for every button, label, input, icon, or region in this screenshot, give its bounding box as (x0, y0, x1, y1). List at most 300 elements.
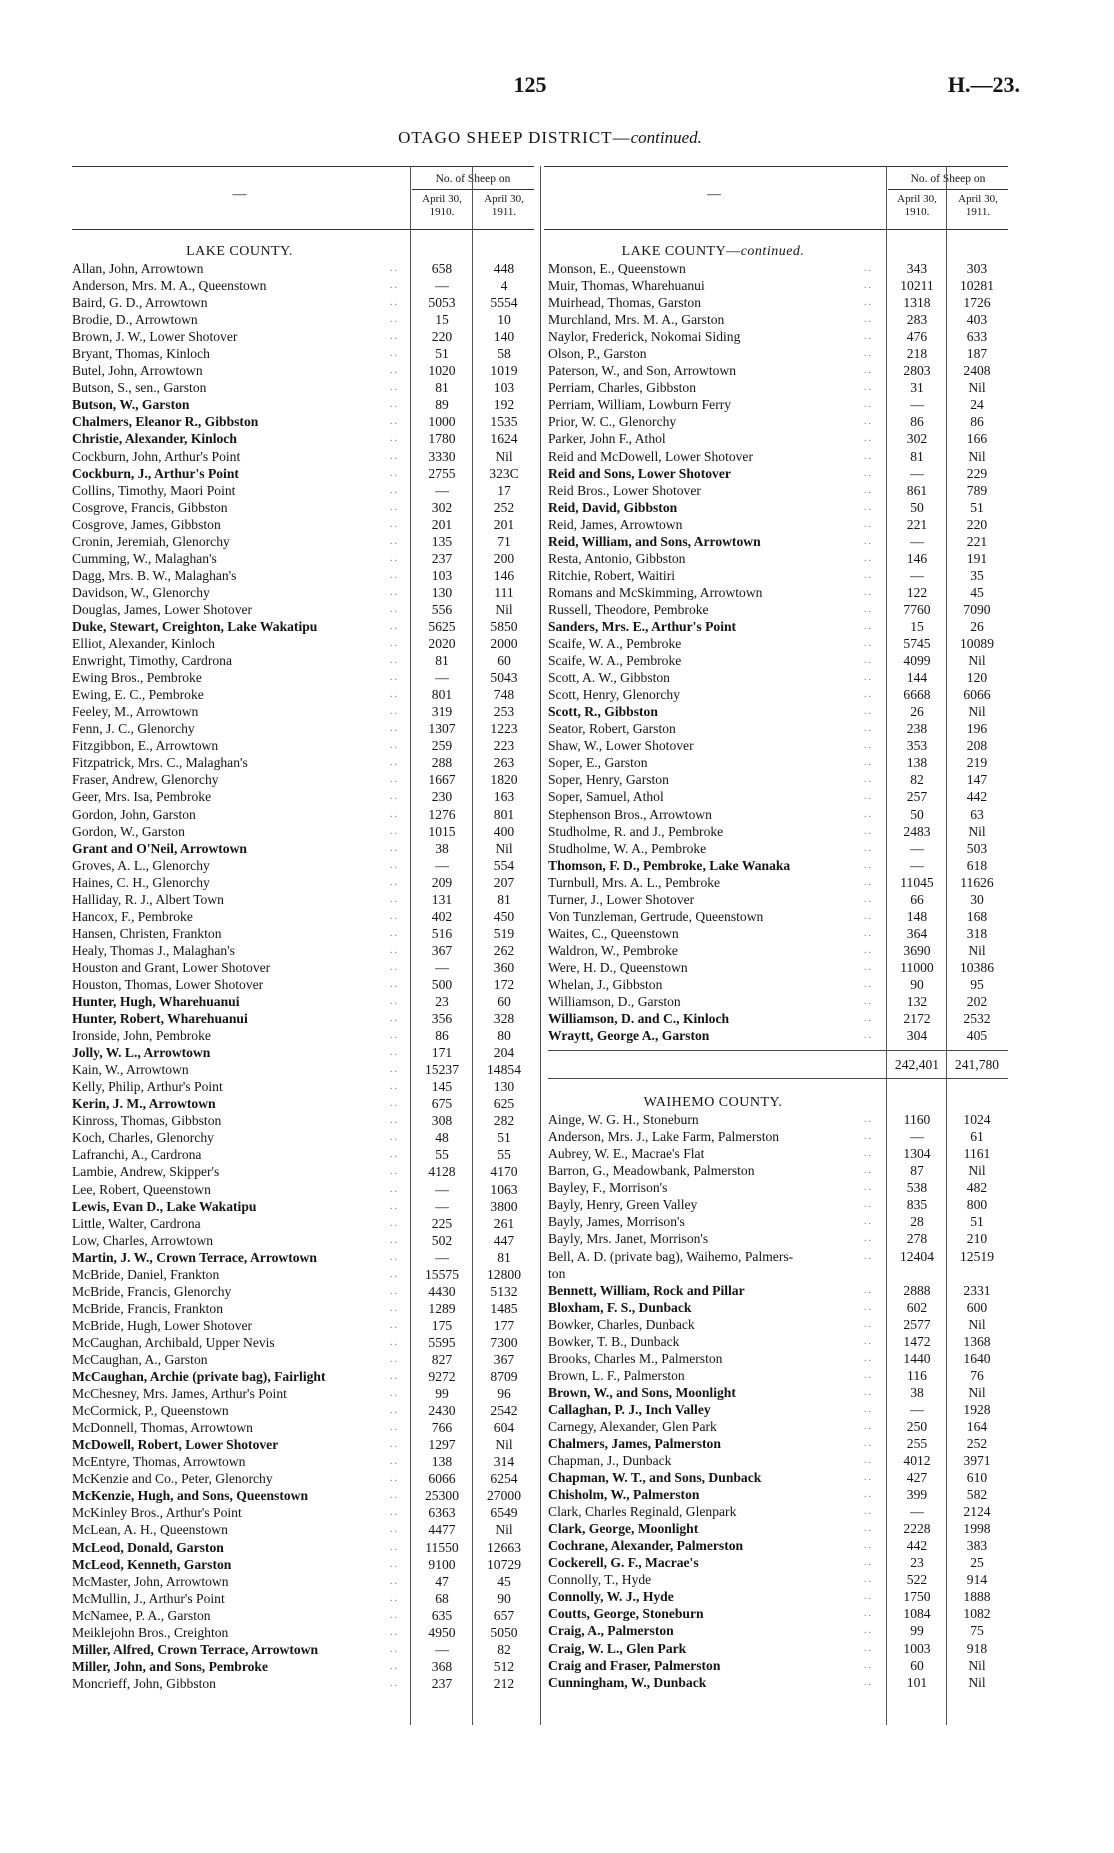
lake-county-sheep-1910: 259 (431, 738, 453, 754)
lake-county-row (72, 328, 534, 345)
lake-county-sheep-1910: 1667 (428, 772, 456, 788)
lake-county-cont-row (548, 311, 1008, 328)
lake-county-cont-leader-dots: .. (864, 689, 873, 701)
lake-county-owner-name: Anderson, Mrs. M. A., Queenstown (72, 278, 267, 294)
waihemo-county-row (548, 1299, 1008, 1316)
lake-county-row (72, 1078, 534, 1095)
lake-county-sheep-1910: 11550 (425, 1539, 459, 1555)
lake-county-leader-dots: .. (390, 297, 399, 309)
waihemo-county-row (548, 1452, 1008, 1469)
lake-county-sheep-1911: 5050 (490, 1624, 518, 1640)
lake-county-cont-sheep-1910: — (910, 533, 924, 549)
lake-county-leader-dots: .. (390, 893, 399, 905)
lake-county-leader-dots: .. (390, 961, 399, 973)
lake-county-cont-sheep-1911: 35 (970, 567, 984, 583)
total-1911: 241,780 (954, 1057, 1000, 1073)
lake-county-sheep-1911: 60 (497, 994, 511, 1010)
lake-county-owner-name: McKenzie, Hugh, and Sons, Queenstown (72, 1488, 309, 1504)
waihemo-county-leader-dots: .. (864, 1250, 873, 1262)
lake-county-sheep-1910: 675 (431, 1096, 453, 1112)
lake-county-leader-dots: .. (390, 450, 399, 462)
lake-county-leader-dots: .. (390, 1268, 399, 1280)
waihemo-county-owner-name: Callaghan, P. J., Inch Valley (548, 1401, 711, 1417)
lake-county-cont-row (548, 840, 1008, 857)
lake-county-cont-row (548, 703, 1008, 720)
lake-county-cont-sheep-1910: 82 (910, 772, 924, 788)
lake-county-owner-name: Cockburn, J., Arthur's Point (72, 465, 239, 481)
lake-county-cont-sheep-1911: 191 (966, 550, 988, 566)
lake-county-cont-sheep-1910: 132 (906, 994, 928, 1010)
lake-county-cont-row (548, 550, 1008, 567)
lake-county-cont-leader-dots: .. (864, 280, 873, 292)
lake-county-sheep-1911: 58 (497, 346, 511, 362)
lake-county-cont-owner-name: Reid and Sons, Lower Shotover (548, 465, 731, 481)
lake-county-cont-sheep-1910: 10211 (900, 278, 934, 294)
lake-county-leader-dots: .. (390, 1541, 399, 1553)
lake-county-sheep-1911: 5554 (490, 295, 518, 311)
waihemo-county-sheep-1911: 76 (970, 1367, 984, 1383)
lake-county-row (72, 840, 534, 857)
waihemo-county-sheep-1910: 99 (910, 1623, 924, 1639)
waihemo-county-owner-name: Coutts, George, Stoneburn (548, 1606, 704, 1622)
lake-county-cont-sheep-1911: 120 (966, 670, 988, 686)
lake-county-cont-leader-dots: .. (864, 331, 873, 343)
lake-county-cont-sheep-1910: 122 (906, 584, 928, 600)
lake-county-sheep-1911: 1624 (490, 431, 518, 447)
waihemo-county-sheep-1910: 2228 (903, 1521, 931, 1537)
lake-county-row (72, 1163, 534, 1180)
lake-county-cont-sheep-1911: 403 (966, 312, 988, 328)
lake-county-row (72, 294, 534, 311)
lake-county-owner-name: Low, Charles, Arrowtown (72, 1232, 214, 1248)
waihemo-county-leader-dots: .. (864, 1472, 873, 1484)
lake-county-sheep-1911: 12663 (487, 1539, 521, 1555)
lake-county-row (72, 1215, 534, 1232)
lake-county-sheep-1910: 89 (435, 397, 449, 413)
lake-county-row (72, 1419, 534, 1436)
lake-county-sheep-1911: Nil (495, 448, 513, 464)
lake-county-cont-row (548, 771, 1008, 788)
lake-county-leader-dots: .. (390, 1575, 399, 1587)
lake-county-cont-row (548, 379, 1008, 396)
lake-county-sheep-1911: 200 (493, 550, 515, 566)
right-header-title: No. of Sheep on (888, 169, 1008, 190)
lake-county-leader-dots: .. (390, 757, 399, 769)
waihemo-section-heading (548, 1087, 1008, 1111)
lake-county-cont-row (548, 669, 1008, 686)
lake-county-cont-leader-dots: .. (864, 978, 873, 990)
lake-county-sheep-1911: 96 (497, 1386, 511, 1402)
lake-county-owner-name: McDowell, Robert, Lower Shotover (72, 1437, 279, 1453)
lake-county-cont-sheep-1910: — (910, 567, 924, 583)
lake-county-sheep-1910: 175 (431, 1317, 453, 1333)
lake-county-sheep-1911: 71 (497, 533, 511, 549)
lake-county-cont-sheep-1910: 15 (910, 618, 924, 634)
lake-county-owner-name: Enwright, Timothy, Cardrona (72, 653, 232, 669)
lake-county-leader-dots: .. (390, 1490, 399, 1502)
lake-county-cont-sheep-1910: — (910, 465, 924, 481)
waihemo-county-leader-dots: .. (864, 1437, 873, 1449)
lake-county-cont-owner-name: Perriam, Charles, Gibbston (548, 380, 696, 396)
waihemo-county-sheep-1910: — (910, 1504, 924, 1520)
lake-county-leader-dots: .. (390, 638, 399, 650)
waihemo-county-sheep-1911: 383 (966, 1538, 988, 1554)
lake-county-sheep-1911: 12800 (487, 1266, 521, 1282)
lake-county-owner-name: Allan, John, Arrowtown (72, 261, 204, 276)
waihemo-county-owner-name: Craig and Fraser, Palmerston (548, 1657, 721, 1673)
lake-county-sheep-1910: — (435, 1181, 449, 1197)
lake-county-owner-name: McLeod, Donald, Garston (72, 1539, 224, 1555)
lake-county-owner-name: Christie, Alexander, Kinloch (72, 431, 237, 447)
right-header-dash: — (707, 187, 721, 202)
lake-county-row (72, 1470, 534, 1487)
lake-county-owner-name: Miller, Alfred, Crown Terrace, Arrowtown (72, 1641, 319, 1657)
waihemo-county-leader-dots: .. (864, 1420, 873, 1432)
lake-county-cont-leader-dots: .. (864, 791, 873, 803)
lake-county-owner-name: Martin, J. W., Crown Terrace, Arrowtown (72, 1249, 317, 1265)
lake-county-row (72, 788, 534, 805)
waihemo-county-owner-name: Clark, Charles Reginald, Glenpark (548, 1504, 737, 1520)
lake-county-owner-name: Hansen, Christen, Frankton (72, 925, 222, 941)
lake-county-cont-row (548, 635, 1008, 652)
lake-county-leader-dots: .. (390, 1405, 399, 1417)
waihemo-county-sheep-1911: 25 (970, 1555, 984, 1571)
lake-county-owner-name: Ewing Bros., Pembroke (72, 670, 202, 686)
lake-county-owner-name: Moncrieff, John, Gibbston (72, 1675, 216, 1691)
waihemo-county-leader-dots: .. (864, 1608, 873, 1620)
lake-county-cont-sheep-1910: 148 (906, 908, 928, 924)
lake-county-sheep-1911: 6254 (490, 1471, 518, 1487)
waihemo-county-sheep-1910: 250 (906, 1418, 928, 1434)
lake-county-cont-row (548, 874, 1008, 891)
lake-county-cont-sheep-1911: 208 (966, 738, 988, 754)
lake-county-sheep-1911: 512 (493, 1658, 515, 1674)
lake-county-row (72, 584, 534, 601)
lake-county-owner-name: Ironside, John, Pembroke (72, 1028, 211, 1044)
lake-county-cont-leader-dots: .. (864, 433, 873, 445)
lake-county-cont-row (548, 430, 1008, 447)
lake-county-sheep-1911: 1223 (490, 721, 518, 737)
lake-county-cont-row (548, 601, 1008, 618)
waihemo-county-row (548, 1401, 1008, 1418)
lake-county-row (72, 1402, 534, 1419)
waihemo-county-sheep-1911: 1998 (963, 1521, 991, 1537)
lake-county-leader-dots: .. (390, 569, 399, 581)
lake-county-leader-dots: .. (390, 1098, 399, 1110)
lake-county-cont-row (548, 942, 1008, 959)
waihemo-county-sheep-1911: 51 (970, 1214, 984, 1230)
lake-county-leader-dots: .. (390, 620, 399, 632)
lake-county-sheep-1910: 201 (431, 516, 453, 532)
lake-county-cont-sheep-1910: 138 (906, 755, 928, 771)
lake-county-leader-dots: .. (390, 314, 399, 326)
lake-county-cont-sheep-1911: Nil (968, 380, 986, 396)
lake-county-leader-dots: .. (390, 876, 399, 888)
lake-county-cont-leader-dots: .. (864, 297, 873, 309)
lake-county-cont-leader-dots: .. (864, 263, 873, 274)
waihemo-county-owner-name: Ainge, W. G. H., Stoneburn (548, 1112, 699, 1128)
lake-county-cont-row (548, 737, 1008, 754)
lake-county-leader-dots: .. (390, 365, 399, 377)
waihemo-county-leader-dots: .. (864, 1301, 873, 1313)
waihemo-county-owner-name: Craig, A., Palmerston (548, 1623, 674, 1639)
lake-county-cont-sheep-1910: 343 (906, 261, 928, 276)
lake-county-sheep-1910: — (435, 278, 449, 294)
lake-county-row (72, 959, 534, 976)
lake-county-cont-sheep-1911: 789 (966, 482, 988, 498)
lake-county-cont-leader-dots: .. (864, 586, 873, 598)
lake-county-cont-owner-name: Monson, E., Queenstown (548, 261, 686, 276)
lake-county-row (72, 362, 534, 379)
lake-county-cont-sheep-1910: 31 (910, 380, 924, 396)
waihemo-county-owner-name: Anderson, Mrs. J., Lake Farm, Palmerston (548, 1129, 780, 1145)
lake-county-leader-dots: .. (390, 1626, 399, 1638)
lake-county-row (72, 1232, 534, 1249)
lake-county-row (72, 1624, 534, 1641)
lake-county-sheep-1911: 223 (493, 738, 515, 754)
lake-county-owner-name: Hancox, F., Pembroke (72, 908, 193, 924)
waihemo-county-leader-dots: .. (864, 1506, 873, 1518)
lake-county-sheep-1910: 5053 (428, 295, 456, 311)
lake-county-leader-dots: .. (390, 706, 399, 718)
lake-county-cont-owner-name: Studholme, W. A., Pembroke (548, 840, 707, 856)
lake-county-owner-name: McLeod, Kenneth, Garston (72, 1556, 232, 1572)
lake-county-leader-dots: .. (390, 535, 399, 547)
lake-county-cont-sheep-1910: 4099 (903, 653, 931, 669)
lake-county-sheep-1911: 177 (493, 1317, 515, 1333)
lake-county-sheep-1911: 163 (493, 789, 515, 805)
lake-county-sheep-1910: — (435, 1249, 449, 1265)
lake-county-cont-owner-name: Perriam, William, Lowburn Ferry (548, 397, 732, 413)
lake-county-cont-sheep-1911: Nil (968, 448, 986, 464)
lake-county-cont-sheep-1910: 6668 (903, 687, 931, 703)
lake-county-sheep-1910: 225 (431, 1215, 453, 1231)
lake-county-row (72, 618, 534, 635)
lake-county-cont-sheep-1910: 11000 (900, 959, 934, 975)
lake-county-owner-name: Bryant, Thomas, Kinloch (72, 346, 210, 362)
lake-county-leader-dots: .. (390, 996, 399, 1008)
waihemo-county-owner-name: Craig, W. L., Glen Park (548, 1640, 687, 1656)
lake-county-cont-owner-name: Soper, Samuel, Athol (548, 789, 664, 805)
waihemo-county-sheep-1910: 87 (910, 1163, 924, 1179)
lake-county-sheep-1910: 38 (435, 840, 449, 856)
lake-county-sheep-1911: 2000 (490, 636, 518, 652)
lake-county-cont-leader-dots: .. (864, 774, 873, 786)
lake-county-cont-leader-dots: .. (864, 859, 873, 871)
lake-county-owner-name: Douglas, James, Lower Shotover (72, 601, 253, 617)
lake-county-cont-sheep-1911: Nil (968, 653, 986, 669)
lake-county-leader-dots: .. (390, 1132, 399, 1144)
lake-county-cont-row (548, 396, 1008, 413)
waihemo-county-row (548, 1350, 1008, 1367)
waihemo-county-row (548, 1486, 1008, 1503)
lake-county-cont-owner-name: Reid, David, Gibbston (548, 499, 678, 515)
lake-county-leader-dots: .. (390, 655, 399, 667)
lake-county-sheep-1911: 103 (493, 380, 515, 396)
lake-county-cont-sheep-1911: 503 (966, 840, 988, 856)
waihemo-county-sheep-1910: 255 (906, 1435, 928, 1451)
lake-county-owner-name: Fitzgibbon, E., Arrowtown (72, 738, 219, 754)
lake-county-sheep-1910: 2430 (428, 1403, 456, 1419)
lake-county-leader-dots: .. (390, 1166, 399, 1178)
waihemo-county-row (548, 1128, 1008, 1145)
lake-county-cont-sheep-1911: 168 (966, 908, 988, 924)
lake-county-cont-row (548, 686, 1008, 703)
lake-county-owner-name: Gordon, John, Garston (72, 806, 196, 822)
lake-county-row (72, 1112, 534, 1129)
lake-county-cont-row (548, 584, 1008, 601)
lake-county-leader-dots: .. (390, 1234, 399, 1246)
lake-county-owner-name: Grant and O'Neil, Arrowtown (72, 840, 247, 856)
lake-county-row (72, 1641, 534, 1658)
lake-county-leader-dots: .. (390, 842, 399, 854)
lake-county-row (72, 1368, 534, 1385)
lake-county-leader-dots: .. (390, 1388, 399, 1400)
lake-county-sheep-1911: 328 (493, 1011, 515, 1027)
right-section-heading (548, 236, 1008, 260)
lake-county-row (72, 754, 534, 771)
lake-county-sheep-1910: 4430 (428, 1283, 456, 1299)
waihemo-county-owner-name: Chisholm, W., Palmerston (548, 1487, 700, 1503)
lake-county-row (72, 277, 534, 294)
lake-county-sheep-1910: 51 (435, 346, 449, 362)
lake-county-sheep-1911: 450 (493, 908, 515, 924)
lake-county-cont-owner-name: Waites, C., Queenstown (548, 925, 679, 941)
lake-county-cont-owner-name: Reid and McDowell, Lower Shotover (548, 448, 753, 464)
lake-county-sheep-1910: 15237 (425, 1062, 459, 1078)
lake-county-sheep-1910: 47 (435, 1573, 449, 1589)
lake-county-sheep-1911: 111 (494, 584, 514, 600)
lake-county-owner-name: Feeley, M., Arrowtown (72, 704, 199, 720)
lake-county-sheep-1911: 323C (489, 465, 519, 481)
lake-county-row (72, 465, 534, 482)
lake-county-owner-name: Meiklejohn Bros., Creighton (72, 1624, 229, 1640)
lake-county-cont-sheep-1911: 2532 (963, 1011, 991, 1027)
waihemo-county-leader-dots: .. (864, 1114, 873, 1126)
lake-county-leader-dots: .. (390, 1319, 399, 1331)
lake-county-cont-sheep-1910: 476 (906, 329, 928, 345)
lake-county-row (72, 1044, 534, 1061)
lake-county-sheep-1911: 81 (497, 891, 511, 907)
lake-county-owner-name: Brown, J. W., Lower Shotover (72, 329, 238, 345)
lake-county-sheep-1910: 81 (435, 653, 449, 669)
lake-county-cont-leader-dots: .. (864, 382, 873, 394)
lake-county-sheep-1911: 204 (493, 1045, 515, 1061)
lake-county-sheep-1910: 1000 (428, 414, 456, 430)
lake-county-cont-owner-name: Wraytt, George A., Garston (548, 1028, 710, 1044)
lake-county-row (72, 1590, 534, 1607)
lake-county-sheep-1911: 10 (497, 312, 511, 328)
waihemo-county-leader-dots: .. (864, 1335, 873, 1347)
lake-county-sheep-1911: 6549 (490, 1505, 518, 1521)
lake-county-leader-dots: .. (390, 1013, 399, 1025)
lake-county-cont-sheep-1910: 304 (906, 1028, 928, 1044)
lake-county-cont-sheep-1910: 1318 (903, 295, 931, 311)
lake-county-row (72, 1539, 534, 1556)
lake-county-sheep-1911: 3800 (490, 1198, 518, 1214)
lake-county-sheep-1910: 237 (431, 550, 453, 566)
lake-county-cont-owner-name: Stephenson Bros., Arrowtown (548, 806, 712, 822)
lake-county-cont-sheep-1911: 196 (966, 721, 988, 737)
lake-county-cont-row (548, 294, 1008, 311)
lake-county-row (72, 635, 534, 652)
lake-county-cont-sheep-1910: 238 (906, 721, 928, 737)
waihemo-county-sheep-1911: 210 (966, 1231, 988, 1247)
lake-county-sheep-1911: Nil (495, 1522, 513, 1538)
lake-county-sheep-1911: 448 (493, 261, 515, 276)
lake-county-leader-dots: .. (390, 1592, 399, 1604)
lake-county-leader-dots: .. (390, 808, 399, 820)
lake-county-owner-name: Cockburn, John, Arthur's Point (72, 448, 241, 464)
right-table-header (544, 166, 1008, 230)
waihemo-county-row (548, 1435, 1008, 1452)
waihemo-county-row (548, 1196, 1008, 1213)
lake-county-sheep-1910: 5595 (428, 1334, 456, 1350)
lake-county-cont-leader-dots: .. (864, 484, 873, 496)
lake-county-owner-name: McCaughan, Archibald, Upper Nevis (72, 1334, 275, 1350)
lake-county-sheep-1911: 82 (497, 1641, 511, 1657)
lake-county-row (72, 857, 534, 874)
waihemo-county-leader-dots: .. (864, 1318, 873, 1330)
lake-county-sheep-1910: 138 (431, 1454, 453, 1470)
waihemo-county-leader-dots: .. (864, 1165, 873, 1177)
lake-county-sheep-1910: 288 (431, 755, 453, 771)
lake-county-sheep-1910: 3330 (428, 448, 456, 464)
waihemo-county-sheep-1910: 4012 (903, 1453, 931, 1468)
lake-county-row (72, 1385, 534, 1402)
lake-county-sheep-1910: 827 (431, 1352, 453, 1367)
lake-county-owner-name: McBride, Daniel, Frankton (72, 1266, 220, 1282)
lake-county-leader-dots: .. (390, 740, 399, 752)
waihemo-county-sheep-1911: 3971 (963, 1453, 991, 1468)
lake-county-cont-sheep-1910: 861 (906, 482, 928, 498)
lake-county-cont-row (548, 720, 1008, 737)
lake-county-leader-dots: .. (390, 603, 399, 615)
lake-county-sheep-1910: 48 (435, 1130, 449, 1146)
lake-county-sheep-1911: 80 (497, 1028, 511, 1044)
district-continued: continued. (630, 128, 702, 147)
lake-county-sheep-1911: 207 (493, 874, 515, 890)
lake-county-cont-sheep-1910: 302 (906, 431, 928, 447)
lake-county-cont-owner-name: Sanders, Mrs. E., Arthur's Point (548, 618, 737, 634)
waihemo-county-owner-name: Chalmers, James, Palmerston (548, 1435, 721, 1451)
lake-county-cont-leader-dots: .. (864, 996, 873, 1008)
lake-county-cont-sheep-1910: 353 (906, 738, 928, 754)
lake-county-cont-leader-dots: .. (864, 757, 873, 769)
lake-county-leader-dots: .. (390, 1677, 399, 1689)
lake-county-cont-sheep-1911: 303 (966, 261, 988, 276)
lake-county-cont-row (548, 806, 1008, 823)
waihemo-county-leader-dots: .. (864, 1233, 873, 1245)
lake-county-cont-sheep-1911: 221 (966, 533, 988, 549)
lake-county-cont-owner-name: Williamson, D. and C., Kinloch (548, 1011, 730, 1027)
lake-county-row (72, 550, 534, 567)
lake-county-leader-dots: .. (390, 689, 399, 701)
lake-county-sheep-1910: 131 (431, 891, 453, 907)
right-header-col1: April 30, 1910. (897, 193, 937, 218)
lake-county-sheep-1911: 1063 (490, 1181, 518, 1197)
lake-county-cont-sheep-1911: 45 (970, 584, 984, 600)
lake-county-sheep-1910: 171 (431, 1045, 453, 1061)
lake-county-leader-dots: .. (390, 1507, 399, 1519)
lake-county-sheep-1910: 302 (431, 499, 453, 515)
lake-county-row (72, 925, 534, 942)
lake-county-cont-leader-dots: .. (864, 944, 873, 956)
lake-county-row (72, 806, 534, 823)
lake-county-owner-name: Houston and Grant, Lower Shotover (72, 959, 271, 975)
lake-county-sheep-1911: 360 (493, 959, 515, 975)
district-name: OTAGO SHEEP DISTRICT (398, 128, 613, 147)
